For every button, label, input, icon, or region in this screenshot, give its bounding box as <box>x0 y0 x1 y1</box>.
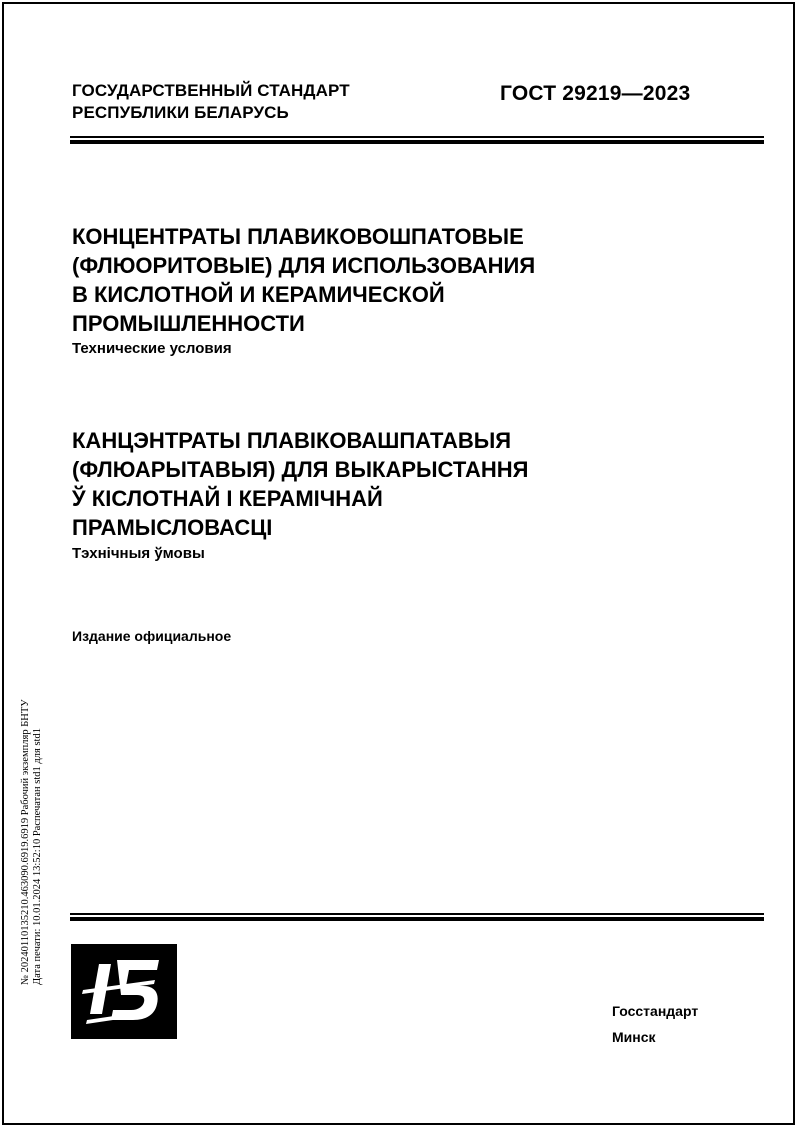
title-by-line: КАНЦЭНТРАТЫ ПЛАВІКОВАШПАТАВЫЯ <box>72 428 512 453</box>
publisher-name: Госстандарт <box>612 1003 699 1019</box>
title-ru-line: КОНЦЕНТРАТЫ ПЛАВИКОВОШПАТОВЫЕ <box>72 224 524 249</box>
title-ru-line: (ФЛЮОРИТОВЫЕ) ДЛЯ ИСПОЛЬЗОВАНИЯ <box>72 253 536 278</box>
title-belarusian <box>72 426 528 542</box>
print-stamp-line2: Дата печати: 10.01.2024 13:52:10 Распечатан std1 для std1 <box>32 728 43 985</box>
gosstandart-logo-icon <box>71 944 177 1039</box>
edition-label: Издание официальное <box>72 628 232 644</box>
title-by-line: Ў КІСЛОТНАЙ І КЕРАМІЧНАЙ <box>72 486 383 511</box>
subtitle-belarusian: Тэхнічныя ўмовы <box>72 545 205 562</box>
print-stamp-line1: № 20240110135210.463090.6919.6919 Рабочий экземпляр БНТУ <box>20 699 31 985</box>
footer-rule-thick <box>70 917 764 921</box>
header-rule-thin <box>70 136 764 138</box>
title-ru-line: ПРОМЫШЛЕННОСТИ <box>72 311 305 336</box>
title-by-line: (ФЛЮАРЫТАВЫЯ) ДЛЯ ВЫКАРЫСТАННЯ <box>72 457 529 482</box>
subtitle-russian: Технические условия <box>72 340 232 357</box>
logo-graphic <box>71 944 177 1039</box>
title-by-line: ПРАМЫСЛОВАСЦІ <box>72 515 273 540</box>
title-ru-line: В КИСЛОТНОЙ И КЕРАМИЧЕСКОЙ <box>72 282 445 307</box>
print-stamp <box>20 699 44 985</box>
title-russian <box>72 222 535 338</box>
standard-type-line2: РЕСПУБЛИКИ БЕЛАРУСЬ <box>72 103 289 122</box>
header-rule-thick <box>70 140 764 144</box>
footer-rule-thin <box>70 913 764 915</box>
standard-type-line1: ГОСУДАРСТВЕННЫЙ СТАНДАРТ <box>72 81 350 100</box>
publisher-city: Минск <box>612 1029 656 1045</box>
standard-type <box>72 80 350 124</box>
standard-code: ГОСТ 29219—2023 <box>500 82 691 105</box>
